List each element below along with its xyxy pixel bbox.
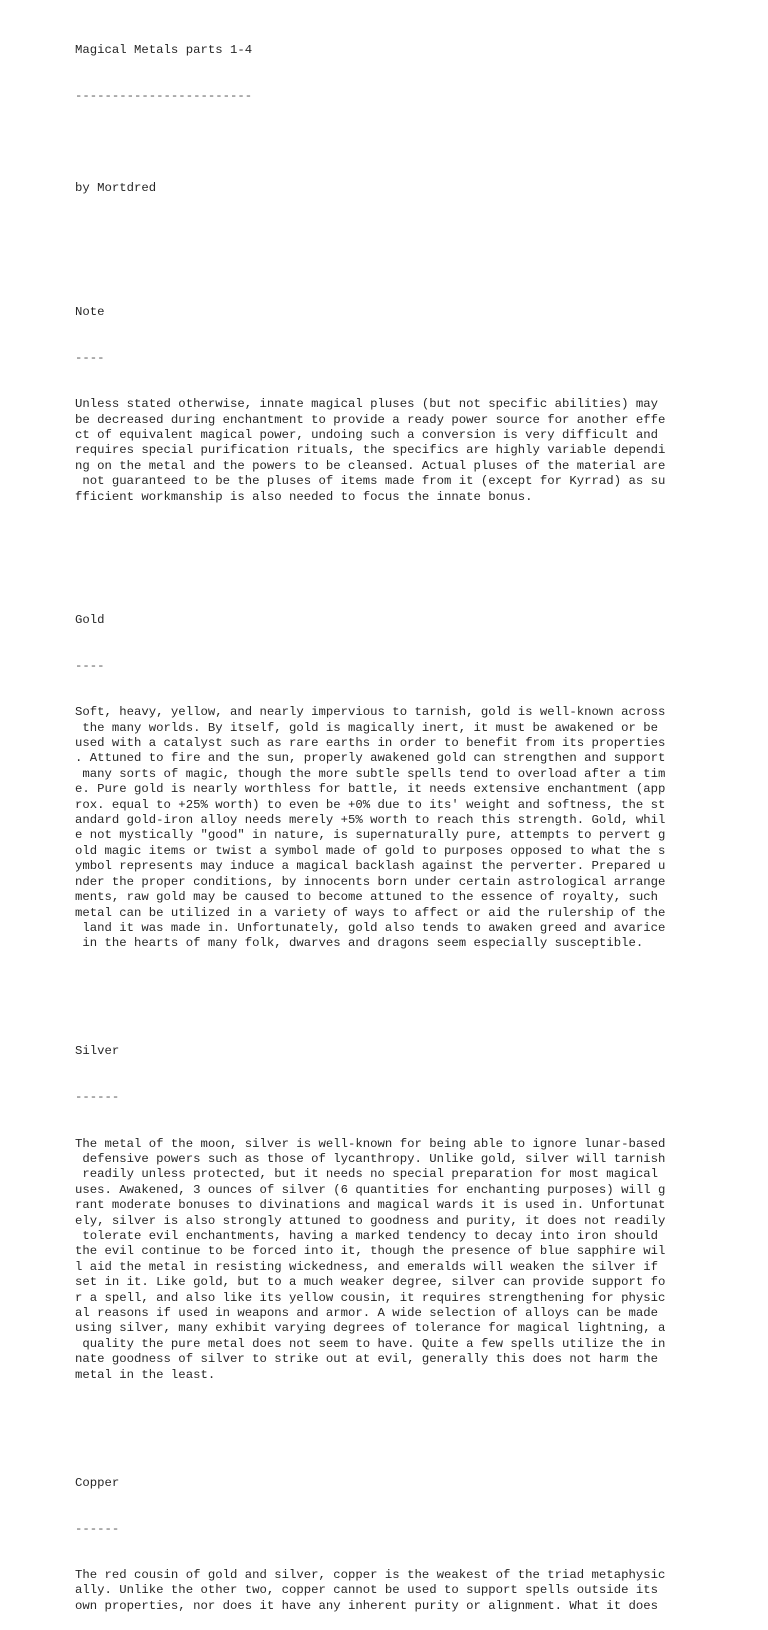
section-heading-copper: Copper [75,1475,120,1490]
section-underline-silver: ------ [75,1090,120,1105]
section-body-copper: The red cousin of gold and silver, copper is the weakest of the triad metaphysic ally. Unlike the other two, copper cannot be used to support spells outside its own properties, nor does it have any inherent purity or alignment. What it does [75,1567,666,1613]
section-heading-silver: Silver [75,1044,120,1059]
section-underline-copper: ------ [75,1521,120,1536]
document-title: Magical Metals parts 1-4 [75,42,253,57]
section-heading-note: Note [75,304,105,319]
title-underline: ------------------------ [75,89,253,104]
section-body-note: Unless stated otherwise, innate magical pluses (but not specific abilities) may be decreased during enchantment to provide a ready power source for another effe ct of equivalent magical power, undoing such a conversion is very difficult and requires special purification rituals, the specifics are highly variable dependi ng on the metal and the powers to be cleansed. Actual pluses of the material are not guaranteed to be the pluses of items made from it (except for Kyrrad) as su fficient workmanship is also needed to focus the innate bonus. [75,397,666,504]
byline: by Mortdred [75,181,157,196]
section-underline-note: ---- [75,350,105,365]
section-underline-gold: ---- [75,659,105,674]
document-page [75,12,765,1630]
section-body-silver: The metal of the moon, silver is well-known for being able to ignore lunar-based defensive powers such as those of lycanthropy. Unlike gold, silver will tarnish readily unless protected, but it needs no special preparation for most magical uses. Awakened, 3 ounces of silver (6 quantities for enchanting purposes) will g rant moderate bonuses to divinations and magical wards it is used in. Unfortunat ely, silver is also strongly attuned to goodness and purity, it does not readily tolerate evil enchantments, having a marked tendency to decay into iron should the evil continue to be forced into it, though the presence of blue sapphire wil l aid the metal in resisting wickedness, and emeralds will weaken the silver if set in it. Like gold, but to a much weaker degree, silver can provide support fo r a spell, and also like its yellow cousin, it requires strengthening for physic al reasons if used in weapons and armor. A wide selection of alloys can be made using silver, many exhibit varying degrees of tolerance for magical lightning, a quality the pure metal does not seem to have. Quite a few spells utilize the in nate goodness of silver to strike out at evil, generally this does not harm the metal in the least. [75,1136,666,1382]
section-body-gold: Soft, heavy, yellow, and nearly impervious to tarnish, gold is well-known across the many worlds. By itself, gold is magically inert, it must be awakened or be used with a catalyst such as rare earths in order to benefit from its properties . Attuned to fire and the sun, properly awakened gold can strengthen and support many sorts of magic, though the more subtle spells tend to overload after a tim e. Pure gold is nearly worthless for battle, it needs extensive enchantment (app rox. equal to +25% worth) to even be +0% due to its' weight and softness, the st andard gold-iron alloy needs merely +5% worth to reach this strength. Gold, whil e not mystically "good" in nature, is supernaturally pure, attempts to pervert g old magic items or twist a symbol made of gold to purposes opposed to what the s ymbol represents may induce a magical backlash against the perverter. Prepared u nder the proper conditions, by innocents born under certain astrological arrange ments, raw gold may be caused to become attuned to the essence of royalty, such metal can be utilized in a variety of ways to affect or aid the rulership of the land it was made in. Unfortunately, gold also tends to awaken greed and avarice in the hearts of many folk, dwarves and dragons seem especially susceptible. [75,705,666,951]
section-heading-gold: Gold [75,612,105,627]
